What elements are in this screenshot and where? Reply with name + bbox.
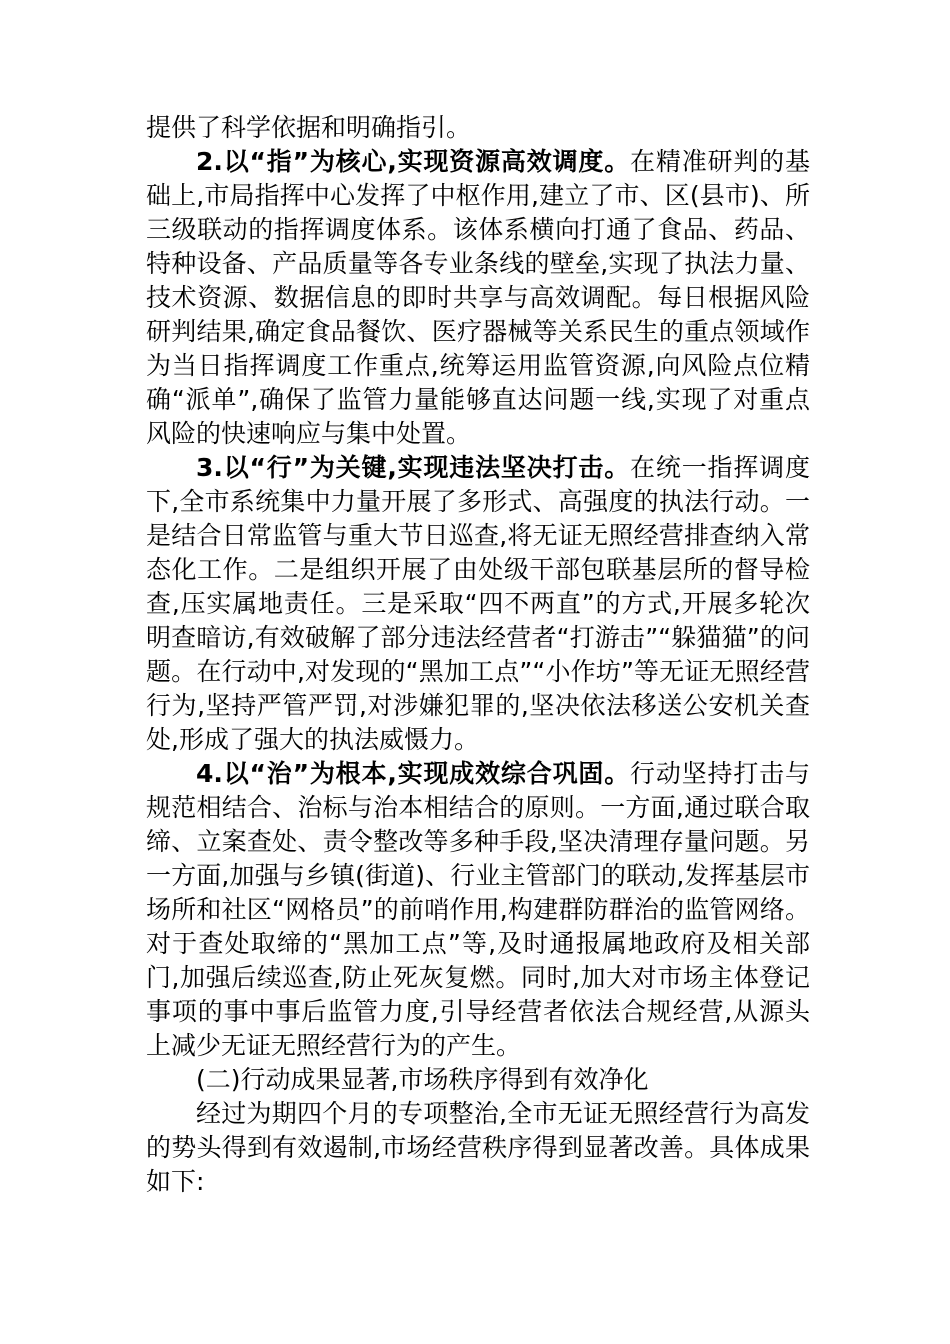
section-subheading: (二)行动成果显著,市场秩序得到有效净化 bbox=[196, 1065, 649, 1094]
item-4-body: 行动坚持打击与规范相结合、治标与治本相结合的原则。一方面,通过联合取缔、立案查处、责令整改等多种手段,坚决清理存量问题。另一方面,加强与乡镇(街道)、行业主管部门的联动,发挥基层市场所和社区“网格员”的前哨作用,构建群防群治的监管网络。对于查处取缔的“黑加工点”等,及时通报属地政府及相关部门,加强后续巡查,防止死灰复燃。同时,加大对市场主体登记事项的事中事后监管力度,引导经营者依法合规经营,从源头上减少无证无照经营行为的产生。 bbox=[146, 759, 810, 1060]
item-3-body: 在统一指挥调度下,全市系统集中力量开展了多形式、高强度的执法行动。一是结合日常监管与重大节日巡查,将无证无照经营排查纳入常态化工作。二是组织开展了由处级干部包联基层所的督导检查,压实属地责任。三是采取“四不两直”的方式,开展多轮次明查暗访,有效破解了部分违法经营者“打游击”“躲猫猫”的问题。在行动中,对发现的“黑加工点”“小作坊”等无证无照经营行为,坚持严管严罚,对涉嫌犯罪的,坚决依法移送公安机关查处,形成了强大的执法威慑力。 bbox=[146, 453, 810, 754]
paragraph-item-2 bbox=[146, 145, 810, 451]
paragraph-item-4 bbox=[146, 757, 810, 1063]
paragraph-results-intro: 经过为期四个月的专项整治,全市无证无照经营行为高发的势头得到有效遏制,市场经营秩序得到显著改善。具体成果如下: bbox=[146, 1099, 810, 1196]
item-2-body: 在精准研判的基础上,市局指挥中心发挥了中枢作用,建立了市、区(县市)、所三级联动的指挥调度体系。该体系横向打通了食品、药品、特种设备、产品质量等各专业条线的壁垒,实现了执法力量、技术资源、数据信息的即时共享与高效调配。每日根据风险研判结果,确定食品餐饮、医疗器械等关系民生的重点领域作为当日指挥调度工作重点,统筹运用监管资源,向风险点位精确“派单”,确保了监管力量能够直达问题一线,实现了对重点风险的快速响应与集中处置。 bbox=[146, 147, 810, 448]
paragraph-continuation: 提供了科学依据和明确指引。 bbox=[146, 113, 472, 142]
paragraph-item-3 bbox=[146, 451, 810, 757]
item-4-heading: 4.以“治”为根本,实现成效综合巩固。 bbox=[196, 759, 631, 788]
item-2-heading: 2.以“指”为核心,实现资源高效调度。 bbox=[196, 147, 631, 176]
item-3-heading: 3.以“行”为关键,实现违法坚决打击。 bbox=[196, 453, 631, 482]
document-page bbox=[146, 111, 810, 1199]
